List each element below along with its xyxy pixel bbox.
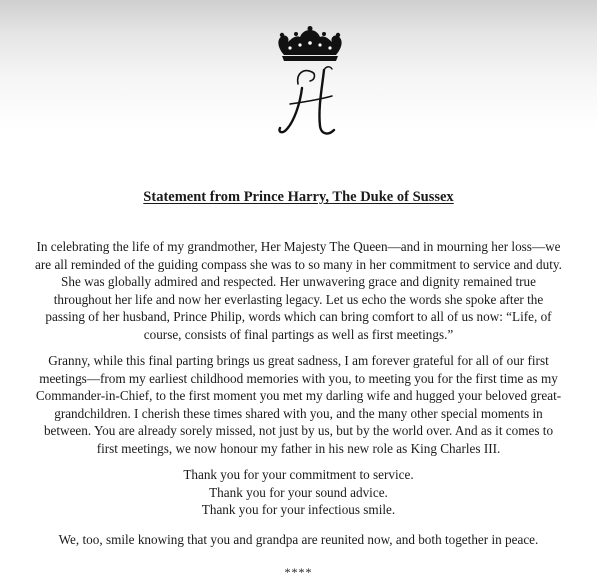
thanks-line: Thank you for your commitment to service. (183, 467, 414, 482)
paragraph-line: grandchildren. I cherish these times shared with you, and the many other special moments in (54, 405, 543, 421)
thanks-line: Thank you for your sound advice. (209, 484, 388, 500)
statement-paragraph-1 (22, 238, 575, 344)
paragraph-line: first meetings, we now honour my father in his new role as King Charles III. (96, 440, 501, 456)
paragraph-line: meetings—from my earliest childhood memories with you, to meeting you for the first time as my (39, 370, 558, 386)
paragraph-line: She was globally admired and respected. Her unwavering grace and dignity remained true (61, 274, 536, 290)
thanks-list (22, 466, 575, 519)
closing-line: We, too, smile knowing that you and grandpa are reunited now, and both together in peace. (58, 532, 539, 547)
paragraph-line: throughout her life and now her everlasting legacy. Let us echo the words she spoke after the (53, 291, 544, 307)
paragraph-line: In celebrating the life of my grandmother, Her Majesty The Queen—and in mourning her loss—we (36, 239, 561, 254)
paragraph-line: are all reminded of the guiding compass she was to so many in her commitment to service and duty. (35, 256, 562, 272)
paragraph-line: Commander-in-Chief, to the first moment you met my darling wife and hugged your beloved great- (35, 388, 562, 404)
paragraph-line: course, consists of final partings as well as first meetings.” (143, 326, 454, 342)
end-mark: **** (284, 565, 313, 579)
crowned-h-monogram-icon (268, 26, 352, 144)
paragraph-line: between. You are already sorely missed, not just by us, but by the world over. And as it comes to (43, 423, 554, 439)
thanks-line: Thank you for your infectious smile. (201, 502, 396, 518)
statement-title: Statement from Prince Harry, The Duke of Sussex (143, 189, 454, 205)
statement-paragraph-2 (22, 352, 575, 458)
paragraph-line: passing of her husband, Prince Philip, words which can bring comfort to all of us now: “Life, of (45, 309, 552, 325)
paragraph-line: Granny, while this final parting brings us great sadness, I am forever grateful for all of our first (48, 353, 549, 368)
